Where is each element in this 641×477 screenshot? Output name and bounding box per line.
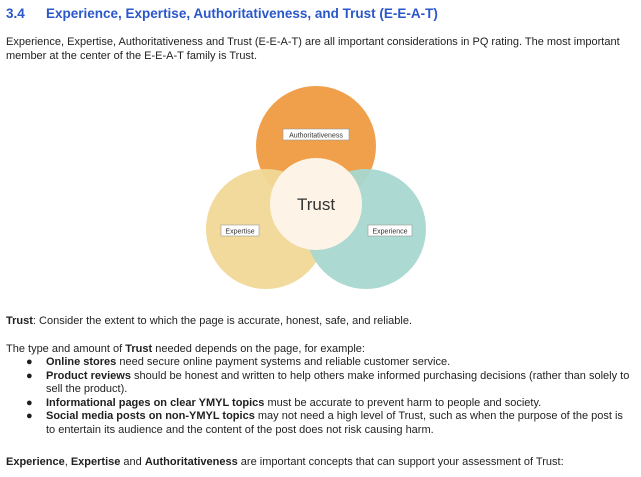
list-item	[6, 397, 631, 411]
intro-paragraph: Experience, Expertise, Authoritativeness and Trust (E-E-A-T) are all important considerations in PQ rating. The most important member at the center of the E-E-A-T family is Trust.	[6, 36, 620, 62]
venn-tag-expertise: Expertise	[225, 228, 255, 236]
trust-examples-list	[6, 356, 631, 437]
closing-sep: and	[120, 456, 145, 468]
list-item-term: Online stores	[46, 356, 117, 368]
trust-type-post: needed depends on the page, for example:	[152, 343, 365, 355]
bullet-icon: ●	[26, 356, 33, 368]
trust-type-intro	[6, 343, 631, 357]
closing-sep: ,	[64, 456, 71, 468]
section-number: 3.4	[6, 6, 25, 21]
section-title: Experience, Expertise, Authoritativeness, and Trust (E-E-A-T)	[46, 6, 438, 21]
trust-type-pre: The type and amount of	[6, 343, 126, 355]
closing-text: are important concepts that can support your assessment of Trust:	[237, 456, 564, 468]
list-item-text: need secure online payment systems and reliable customer service.	[116, 356, 451, 368]
trust-term: Trust	[6, 315, 33, 327]
eeat-venn-diagram	[200, 86, 432, 292]
trust-type-term: Trust	[125, 343, 153, 355]
list-item	[6, 410, 631, 437]
venn-tag-authoritativeness: Authoritativeness	[289, 132, 343, 140]
closing-term-experience: Experience	[6, 456, 65, 468]
trust-definition-text: : Consider the extent to which the page is accurate, honest, safe, and reliable.	[32, 315, 413, 327]
list-item	[6, 370, 631, 397]
list-item	[6, 356, 631, 370]
venn-tag-experience: Experience	[372, 228, 408, 236]
section-heading	[6, 6, 438, 21]
list-item-text: should be honest and written to help others make informed purchasing decisions (rather than solely to sell the product).	[46, 369, 630, 395]
list-item-term: Social media posts on non-YMYL topics	[46, 410, 255, 422]
list-item-text: must be accurate to prevent harm to people and society.	[264, 396, 542, 409]
trust-definition	[6, 315, 631, 329]
list-item-term: Informational pages on clear YMYL topics	[46, 396, 265, 409]
bullet-icon: ●	[26, 369, 33, 382]
list-item-text: may not need a high level of Trust, such as when the purpose of the post is to entertain its audience and the content of the post does not risk causing harm.	[46, 410, 623, 436]
closing-term-expertise: Expertise	[70, 456, 121, 468]
closing-paragraph	[6, 456, 631, 470]
closing-term-authoritativeness: Authoritativeness	[144, 456, 238, 468]
list-item-term: Product reviews	[46, 369, 131, 382]
venn-label-trust: Trust	[296, 195, 336, 214]
bullet-icon: ●	[26, 396, 33, 409]
bullet-icon: ●	[26, 410, 33, 422]
